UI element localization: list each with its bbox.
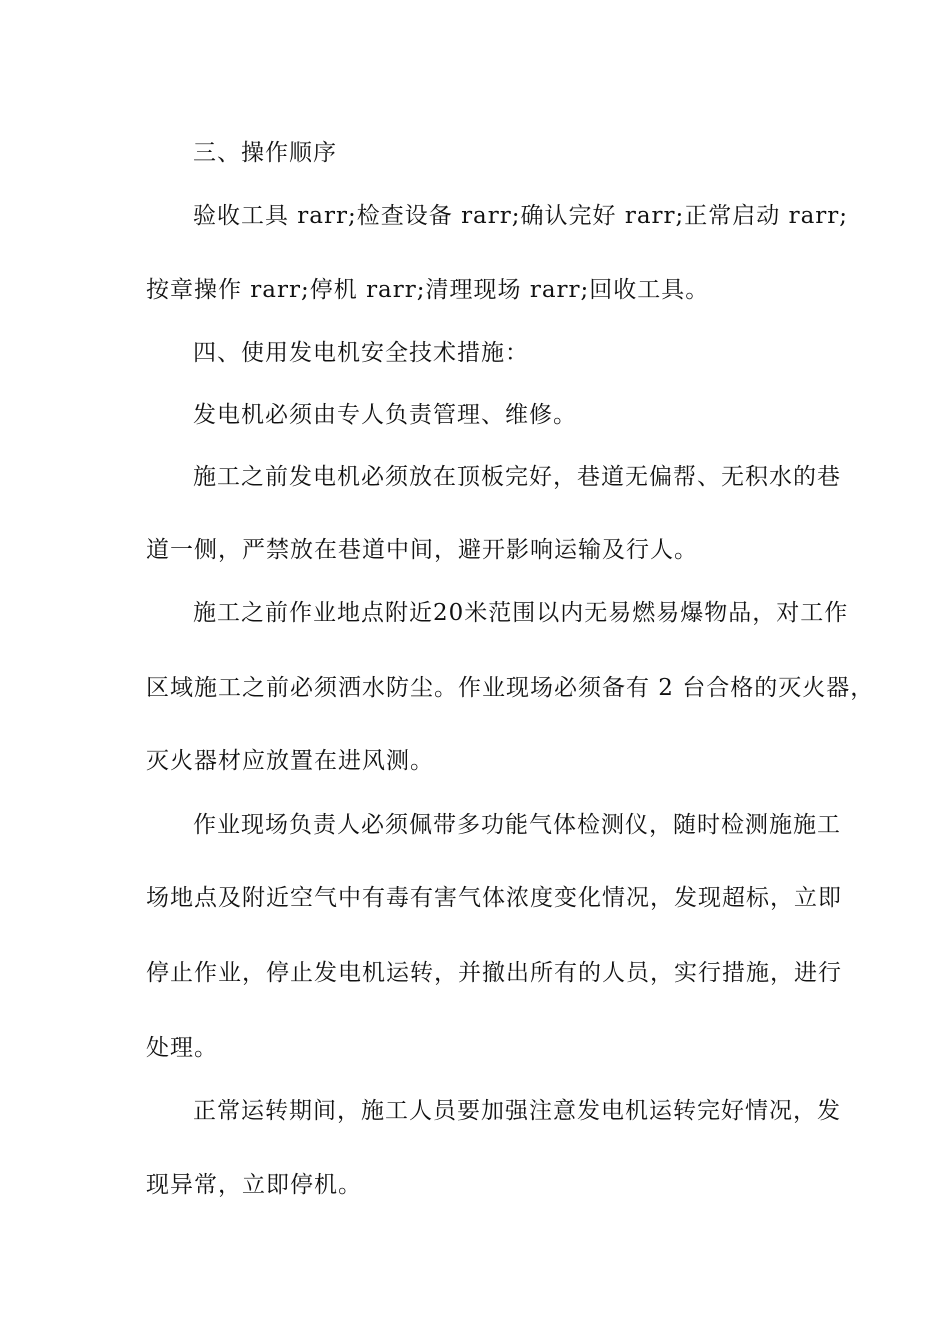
text-line: 施工之前作业地点附近20米范围以内无易燃易爆物品，对工作	[193, 600, 849, 626]
text-line: 施工之前发电机必须放在顶板完好，巷道无偏帮、无积水的巷	[193, 464, 841, 490]
text-line: 验收工具 rarr;检查设备 rarr;确认完好 rarr;正常启动 rarr;	[193, 203, 849, 229]
text-line: 发电机必须由专人负责管理、维修。	[193, 402, 577, 428]
section-heading-safety-measures: 四、使用发电机安全技术措施：	[193, 340, 529, 366]
text-line: 现异常，立即停机。	[146, 1172, 362, 1198]
text-line: 按章操作 rarr;停机 rarr;清理现场 rarr;回收工具。	[146, 277, 710, 303]
text-line: 灭火器材应放置在进风测。	[146, 748, 434, 774]
text-line: 停止作业，停止发电机运转，并撤出所有的人员，实行措施，进行	[146, 960, 842, 986]
text-line: 作业现场负责人必须佩带多功能气体检测仪，随时检测施施工	[193, 812, 841, 838]
text-line: 正常运转期间，施工人员要加强注意发电机运转完好情况，发	[193, 1098, 841, 1124]
text-line: 处理。	[146, 1035, 218, 1061]
text-line: 场地点及附近空气中有毒有害气体浓度变化情况，发现超标，立即	[146, 885, 842, 911]
section-heading-operation-order: 三、操作顺序	[193, 140, 337, 166]
text-line: 道一侧，严禁放在巷道中间，避开影响运输及行人。	[146, 537, 698, 563]
text-line: 区域施工之前必须洒水防尘。作业现场必须备有 2 台合格的灭火器，	[146, 675, 875, 701]
